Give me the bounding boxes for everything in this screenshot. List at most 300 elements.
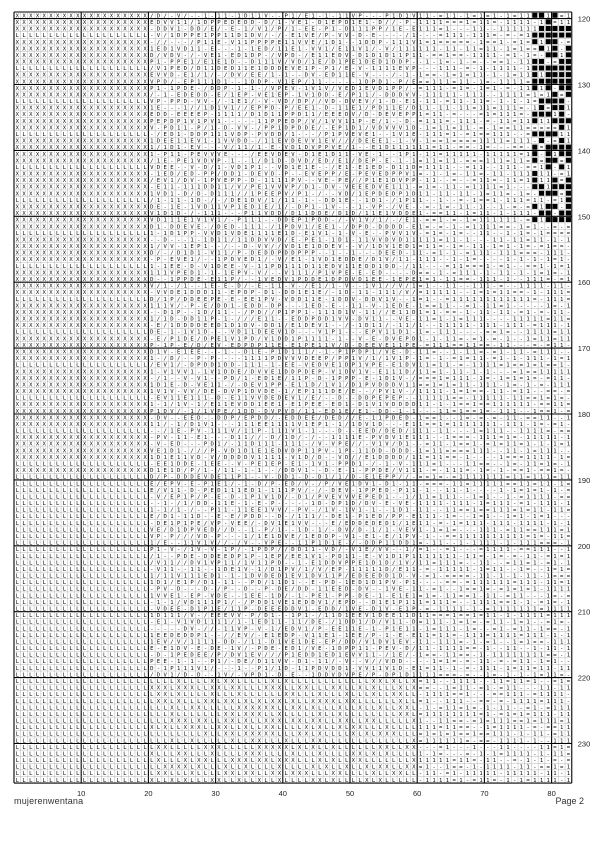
stitch-symbol: - bbox=[426, 198, 429, 204]
stitch-symbol: 1 bbox=[345, 310, 348, 316]
stitch-symbol: X bbox=[16, 145, 20, 151]
stitch-symbol: - bbox=[412, 86, 415, 92]
stitch-symbol: 1 bbox=[506, 13, 509, 19]
stitch-symbol: X bbox=[110, 191, 114, 197]
stitch-solid bbox=[566, 92, 571, 97]
stitch-symbol: 1 bbox=[500, 349, 503, 355]
stitch-symbol: 1 bbox=[473, 53, 476, 59]
stitch-symbol: 1 bbox=[405, 330, 408, 336]
stitch-symbol: - bbox=[547, 224, 550, 230]
stitch-symbol: P bbox=[278, 303, 282, 309]
stitch-symbol: P bbox=[399, 191, 403, 197]
stitch-symbol: - bbox=[224, 330, 227, 336]
stitch-symbol: V bbox=[358, 356, 362, 362]
stitch-symbol: E bbox=[338, 92, 342, 98]
stitch-symbol: - bbox=[560, 270, 563, 276]
stitch-symbol: / bbox=[392, 73, 395, 79]
stitch-symbol: - bbox=[311, 198, 314, 204]
stitch-symbol: 1 bbox=[473, 290, 476, 296]
stitch-symbol: L bbox=[43, 33, 47, 39]
stitch-symbol: 1 bbox=[311, 79, 314, 85]
stitch-symbol: / bbox=[325, 60, 328, 66]
stitch-symbol: X bbox=[116, 178, 120, 184]
stitch-symbol: P bbox=[311, 251, 315, 257]
stitch-symbol: X bbox=[103, 270, 107, 276]
stitch-symbol: V bbox=[332, 382, 336, 388]
stitch-symbol: P bbox=[251, 40, 255, 46]
stitch-symbol: X bbox=[143, 145, 147, 151]
stitch-symbol: X bbox=[123, 20, 127, 26]
stitch-symbol: 1 bbox=[372, 310, 375, 316]
stitch-symbol: E bbox=[170, 165, 174, 171]
stitch-symbol: 1 bbox=[486, 297, 489, 303]
stitch-symbol: = bbox=[419, 86, 423, 92]
stitch-symbol: P bbox=[190, 79, 194, 85]
stitch-symbol: X bbox=[130, 356, 134, 362]
stitch-symbol: D bbox=[392, 165, 396, 171]
stitch-symbol: 1 bbox=[298, 349, 301, 355]
stitch-symbol: D bbox=[291, 224, 295, 230]
stitch-symbol: P bbox=[190, 231, 194, 237]
stitch-symbol: / bbox=[211, 310, 214, 316]
stitch-symbol: X bbox=[56, 303, 60, 309]
stitch-symbol: 1 bbox=[385, 60, 388, 66]
stitch-symbol: L bbox=[63, 297, 67, 303]
stitch-symbol: 1 bbox=[520, 92, 523, 98]
stitch-solid bbox=[532, 204, 537, 209]
stitch-symbol: - bbox=[338, 205, 341, 211]
stitch-symbol: 1 bbox=[251, 86, 254, 92]
stitch-symbol: - bbox=[513, 224, 516, 230]
stitch-symbol: D bbox=[217, 323, 221, 329]
stitch-symbol: L bbox=[16, 132, 20, 138]
stitch-symbol: 1 bbox=[251, 231, 254, 237]
stitch-symbol: X bbox=[110, 20, 114, 26]
stitch-symbol: D bbox=[217, 396, 221, 402]
stitch-symbol: = bbox=[513, 145, 517, 151]
stitch-symbol: E bbox=[231, 270, 235, 276]
stitch-symbol: 1 bbox=[264, 119, 267, 125]
stitch-symbol: - bbox=[345, 244, 348, 250]
stitch-symbol: V bbox=[258, 396, 262, 402]
stitch-symbol: X bbox=[56, 106, 60, 112]
stitch-symbol: - bbox=[358, 389, 361, 395]
stitch-symbol: 1 bbox=[513, 323, 516, 329]
stitch-symbol: V bbox=[224, 205, 228, 211]
stitch-symbol: - bbox=[211, 139, 214, 145]
stitch-symbol: E bbox=[372, 145, 376, 151]
stitch-symbol: V bbox=[177, 53, 181, 59]
stitch-symbol: V bbox=[251, 323, 255, 329]
stitch-symbol: X bbox=[90, 112, 94, 118]
stitch-symbol: L bbox=[83, 165, 87, 171]
stitch-symbol: E bbox=[412, 27, 416, 33]
stitch-symbol: 1 bbox=[513, 53, 516, 59]
stitch-symbol: X bbox=[29, 152, 33, 158]
stitch-symbol: X bbox=[63, 185, 67, 191]
stitch-symbol: X bbox=[69, 40, 73, 46]
stitch-symbol: 1 bbox=[164, 270, 167, 276]
stitch-symbol: / bbox=[338, 218, 341, 224]
stitch-symbol: 1 bbox=[426, 191, 429, 197]
stitch-symbol: X bbox=[103, 277, 107, 283]
stitch-symbol: X bbox=[29, 343, 33, 349]
stitch-symbol: X bbox=[56, 40, 60, 46]
stitch-symbol: D bbox=[318, 317, 322, 323]
stitch-symbol: L bbox=[116, 66, 120, 72]
stitch-symbol: = bbox=[567, 317, 571, 323]
stitch-symbol: / bbox=[311, 224, 314, 230]
stitch-symbol: V bbox=[164, 369, 168, 375]
stitch-symbol: 1 bbox=[479, 185, 482, 191]
stitch-symbol: 1 bbox=[278, 224, 281, 230]
stitch-symbol: D bbox=[284, 99, 288, 105]
stitch-symbol: 1 bbox=[412, 218, 415, 224]
stitch-symbol: - bbox=[372, 20, 375, 26]
stitch-symbol: V bbox=[338, 33, 342, 39]
stitch-symbol: 1 bbox=[392, 185, 395, 191]
stitch-symbol: P bbox=[325, 356, 329, 362]
stitch-symbol: - bbox=[204, 251, 207, 257]
stitch-symbol: 1 bbox=[325, 231, 328, 237]
stitch-symbol: - bbox=[150, 40, 153, 46]
stitch-symbol: - bbox=[244, 172, 247, 178]
stitch-symbol: 1 bbox=[479, 178, 482, 184]
stitch-symbol: D bbox=[352, 224, 356, 230]
stitch-symbol: - bbox=[258, 323, 261, 329]
stitch-symbol: 1 bbox=[426, 60, 429, 66]
stitch-symbol: X bbox=[49, 145, 53, 151]
stitch-symbol: L bbox=[16, 165, 20, 171]
stitch-symbol: 1 bbox=[567, 125, 570, 131]
stitch-symbol: P bbox=[278, 119, 282, 125]
stitch-symbol: 1 bbox=[446, 303, 449, 309]
stitch-solid bbox=[559, 184, 564, 189]
stitch-symbol: E bbox=[385, 185, 389, 191]
stitch-symbol: 1 bbox=[164, 303, 167, 309]
stitch-symbol: - bbox=[520, 277, 523, 283]
stitch-symbol: E bbox=[399, 106, 403, 112]
stitch-symbol: X bbox=[123, 317, 127, 323]
stitch-symbol: X bbox=[137, 172, 141, 178]
stitch-symbol: X bbox=[90, 244, 94, 250]
stitch-symbol: 1 bbox=[506, 92, 509, 98]
stitch-symbol: P bbox=[258, 40, 262, 46]
stitch-symbol: 1 bbox=[526, 53, 529, 59]
stitch-symbol: 1 bbox=[486, 112, 489, 118]
stitch-symbol: 1 bbox=[446, 191, 449, 197]
stitch-symbol: P bbox=[211, 317, 215, 323]
stitch-symbol: E bbox=[164, 158, 168, 164]
stitch-symbol: P bbox=[271, 382, 275, 388]
stitch-symbol: D bbox=[392, 191, 396, 197]
stitch-symbol: X bbox=[130, 40, 134, 46]
stitch-symbol: - bbox=[553, 172, 556, 178]
stitch-symbol: = bbox=[479, 389, 483, 395]
stitch-symbol: X bbox=[116, 218, 120, 224]
stitch-symbol: X bbox=[63, 158, 67, 164]
stitch-symbol: X bbox=[69, 20, 73, 26]
stitch-symbol: D bbox=[184, 178, 188, 184]
stitch-symbol: L bbox=[29, 198, 33, 204]
stitch-symbol: 1 bbox=[345, 119, 348, 125]
stitch-symbol: - bbox=[237, 363, 240, 369]
stitch-symbol: 1 bbox=[399, 53, 402, 59]
stitch-symbol: 1 bbox=[439, 86, 442, 92]
stitch-symbol: - bbox=[560, 40, 563, 46]
stitch-symbol: V bbox=[177, 46, 181, 52]
stitch-symbol: V bbox=[150, 125, 154, 131]
stitch-symbol: V bbox=[264, 244, 268, 250]
stitch-symbol: P bbox=[338, 376, 342, 382]
stitch-symbol: - bbox=[264, 363, 267, 369]
stitch-symbol: D bbox=[352, 382, 356, 388]
stitch-symbol: P bbox=[379, 205, 383, 211]
stitch-symbol: 1 bbox=[278, 46, 281, 52]
stitch-symbol: - bbox=[520, 218, 523, 224]
stitch-symbol: E bbox=[157, 205, 161, 211]
stitch-symbol: = bbox=[506, 86, 510, 92]
stitch-symbol: V bbox=[177, 369, 181, 375]
stitch-symbol: 1 bbox=[520, 125, 523, 131]
stitch-symbol: X bbox=[90, 237, 94, 243]
stitch-symbol: L bbox=[76, 66, 80, 72]
stitch-symbol: X bbox=[22, 277, 26, 283]
stitch-symbol: 1 bbox=[493, 244, 496, 250]
stitch-symbol: = bbox=[520, 178, 524, 184]
stitch-symbol: L bbox=[110, 264, 114, 270]
stitch-symbol: 1 bbox=[419, 13, 422, 19]
stitch-symbol: V bbox=[164, 20, 168, 26]
stitch-symbol: / bbox=[352, 178, 355, 184]
stitch-symbol: E bbox=[318, 152, 322, 158]
stitch-symbol: E bbox=[264, 205, 268, 211]
stitch-symbol: V bbox=[399, 178, 403, 184]
stitch-symbol: 1 bbox=[520, 402, 523, 408]
stitch-symbol: D bbox=[412, 402, 416, 408]
stitch-symbol: - bbox=[540, 376, 543, 382]
stitch-symbol: 1 bbox=[197, 119, 200, 125]
stitch-symbol: X bbox=[49, 376, 53, 382]
stitch-symbol: E bbox=[392, 396, 396, 402]
stitch-symbol: L bbox=[22, 297, 26, 303]
stitch-symbol: E bbox=[164, 132, 168, 138]
stitch-symbol: = bbox=[459, 53, 463, 59]
stitch-symbol: / bbox=[291, 106, 294, 112]
stitch-symbol: P bbox=[405, 198, 409, 204]
stitch-symbol: / bbox=[365, 257, 368, 263]
stitch-symbol: 1 bbox=[264, 317, 267, 323]
stitch-solid bbox=[532, 85, 537, 90]
stitch-symbol: D bbox=[291, 330, 295, 336]
stitch-symbol: X bbox=[96, 237, 100, 243]
stitch-symbol: X bbox=[76, 303, 80, 309]
stitch-symbol: 1 bbox=[533, 330, 536, 336]
stitch-symbol: E bbox=[412, 277, 416, 283]
stitch-symbol: X bbox=[16, 53, 20, 59]
stitch-symbol: X bbox=[83, 125, 87, 131]
stitch-symbol: X bbox=[22, 310, 26, 316]
stitch-symbol: E bbox=[332, 402, 336, 408]
stitch-symbol: V bbox=[352, 369, 356, 375]
stitch-symbol: / bbox=[358, 178, 361, 184]
stitch-symbol: / bbox=[405, 33, 408, 39]
stitch-symbol: P bbox=[244, 336, 248, 342]
stitch-solid bbox=[532, 13, 537, 18]
stitch-symbol: X bbox=[69, 46, 73, 52]
stitch-symbol: 1 bbox=[560, 402, 563, 408]
stitch-symbol: 1 bbox=[533, 92, 536, 98]
stitch-symbol: - bbox=[379, 73, 382, 79]
stitch-symbol: D bbox=[150, 297, 154, 303]
stitch-symbol: 1 bbox=[500, 27, 503, 33]
stitch-symbol: X bbox=[90, 106, 94, 112]
stitch-symbol: X bbox=[16, 409, 20, 415]
stitch-symbol: 1 bbox=[291, 336, 294, 342]
stitch-symbol: D bbox=[332, 277, 336, 283]
stitch-symbol: V bbox=[385, 125, 389, 131]
stitch-symbol: 1 bbox=[553, 382, 556, 388]
stitch-symbol: X bbox=[63, 46, 67, 52]
stitch-symbol: 1 bbox=[486, 224, 489, 230]
stitch-symbol: X bbox=[76, 369, 80, 375]
stitch-symbol: - bbox=[298, 132, 301, 138]
stitch-symbol: = bbox=[547, 125, 551, 131]
stitch-symbol: = bbox=[426, 277, 430, 283]
stitch-symbol: D bbox=[399, 237, 403, 243]
stitch-symbol: - bbox=[184, 27, 187, 33]
stitch-symbol: 1 bbox=[513, 139, 516, 145]
stitch-symbol: E bbox=[231, 396, 235, 402]
stitch-symbol: D bbox=[358, 139, 362, 145]
stitch-symbol: 1 bbox=[506, 303, 509, 309]
stitch-symbol: - bbox=[338, 284, 341, 290]
stitch-symbol: V bbox=[258, 198, 262, 204]
stitch-symbol: E bbox=[271, 191, 275, 197]
stitch-symbol: P bbox=[264, 125, 268, 131]
stitch-symbol: - bbox=[190, 13, 193, 19]
stitch-symbol: 1 bbox=[237, 13, 240, 19]
stitch-symbol: 1 bbox=[500, 205, 503, 211]
stitch-solid bbox=[552, 204, 557, 209]
stitch-symbol: - bbox=[271, 257, 274, 263]
stitch-symbol: 1 bbox=[419, 330, 422, 336]
stitch-symbol: / bbox=[237, 191, 240, 197]
stitch-symbol: D bbox=[385, 382, 389, 388]
stitch-symbol: 1 bbox=[446, 185, 449, 191]
stitch-symbol: 1 bbox=[486, 158, 489, 164]
stitch-symbol: X bbox=[103, 172, 107, 178]
stitch-symbol: X bbox=[56, 257, 60, 263]
stitch-symbol: X bbox=[130, 290, 134, 296]
stitch-symbol: - bbox=[493, 317, 496, 323]
stitch-symbol: 1 bbox=[459, 356, 462, 362]
stitch-symbol: - bbox=[385, 198, 388, 204]
stitch-symbol: 1 bbox=[500, 343, 503, 349]
stitch-symbol: = bbox=[553, 198, 557, 204]
stitch-symbol: = bbox=[560, 277, 564, 283]
stitch-symbol: X bbox=[63, 237, 67, 243]
stitch-symbol: P bbox=[271, 356, 275, 362]
stitch-symbol: - bbox=[332, 349, 335, 355]
stitch-symbol: / bbox=[365, 125, 368, 131]
stitch-symbol: V bbox=[332, 119, 336, 125]
stitch-symbol: 1 bbox=[446, 211, 449, 217]
stitch-symbol: X bbox=[43, 323, 47, 329]
stitch-symbol: 1 bbox=[560, 257, 563, 263]
stitch-symbol: D bbox=[278, 211, 282, 217]
stitch-symbol: - bbox=[177, 165, 180, 171]
stitch-symbol: 1 bbox=[426, 46, 429, 52]
stitch-solid bbox=[546, 26, 551, 31]
stitch-symbol: - bbox=[164, 257, 167, 263]
stitch-symbol: 1 bbox=[560, 297, 563, 303]
stitch-symbol: - bbox=[177, 244, 180, 250]
stitch-symbol: 1 bbox=[466, 13, 469, 19]
stitch-symbol: D bbox=[197, 191, 201, 197]
stitch-symbol: = bbox=[426, 382, 430, 388]
stitch-symbol: 1 bbox=[278, 20, 281, 26]
stitch-symbol: 1 bbox=[399, 369, 402, 375]
stitch-symbol: - bbox=[338, 27, 341, 33]
stitch-symbol: / bbox=[204, 125, 207, 131]
stitch-symbol: / bbox=[318, 132, 321, 138]
stitch-symbol: - bbox=[311, 376, 314, 382]
stitch-symbol: X bbox=[22, 60, 26, 66]
stitch-symbol: - bbox=[352, 396, 355, 402]
stitch-symbol: 1 bbox=[459, 297, 462, 303]
stitch-symbol: - bbox=[513, 33, 516, 39]
stitch-symbol: X bbox=[110, 152, 114, 158]
stitch-symbol: 1 bbox=[305, 198, 308, 204]
stitch-symbol: X bbox=[96, 139, 100, 145]
stitch-symbol: D bbox=[305, 152, 309, 158]
stitch-symbol: X bbox=[96, 270, 100, 276]
stitch-symbol: X bbox=[76, 158, 80, 164]
stitch-symbol: V bbox=[385, 257, 389, 263]
stitch-symbol: X bbox=[49, 224, 53, 230]
stitch-symbol: 1 bbox=[325, 310, 328, 316]
stitch-symbol: = bbox=[446, 132, 450, 138]
stitch-symbol: 1 bbox=[170, 363, 173, 369]
stitch-symbol: - bbox=[177, 191, 180, 197]
stitch-symbol: - bbox=[352, 402, 355, 408]
stitch-symbol: - bbox=[231, 284, 234, 290]
stitch-symbol: X bbox=[110, 112, 114, 118]
stitch-symbol: X bbox=[63, 336, 67, 342]
stitch-symbol: 1 bbox=[540, 396, 543, 402]
stitch-symbol: 1 bbox=[392, 66, 395, 72]
stitch-symbol: E bbox=[358, 185, 362, 191]
stitch-symbol: P bbox=[365, 178, 369, 184]
stitch-symbol: / bbox=[211, 165, 214, 171]
stitch-symbol: 1 bbox=[446, 66, 449, 72]
stitch-symbol: X bbox=[103, 73, 107, 79]
stitch-symbol: 1 bbox=[500, 251, 503, 257]
stitch-symbol: X bbox=[76, 73, 80, 79]
stitch-symbol: X bbox=[137, 27, 141, 33]
stitch-symbol: = bbox=[473, 178, 477, 184]
stitch-symbol: - bbox=[513, 310, 516, 316]
stitch-symbol: V bbox=[211, 218, 215, 224]
stitch-symbol: E bbox=[379, 369, 383, 375]
stitch-symbol: 1 bbox=[553, 310, 556, 316]
stitch-symbol: D bbox=[150, 53, 154, 59]
stitch-symbol: - bbox=[372, 376, 375, 382]
stitch-symbol: D bbox=[211, 185, 215, 191]
stitch-symbol: / bbox=[318, 40, 321, 46]
stitch-symbol: E bbox=[211, 284, 215, 290]
